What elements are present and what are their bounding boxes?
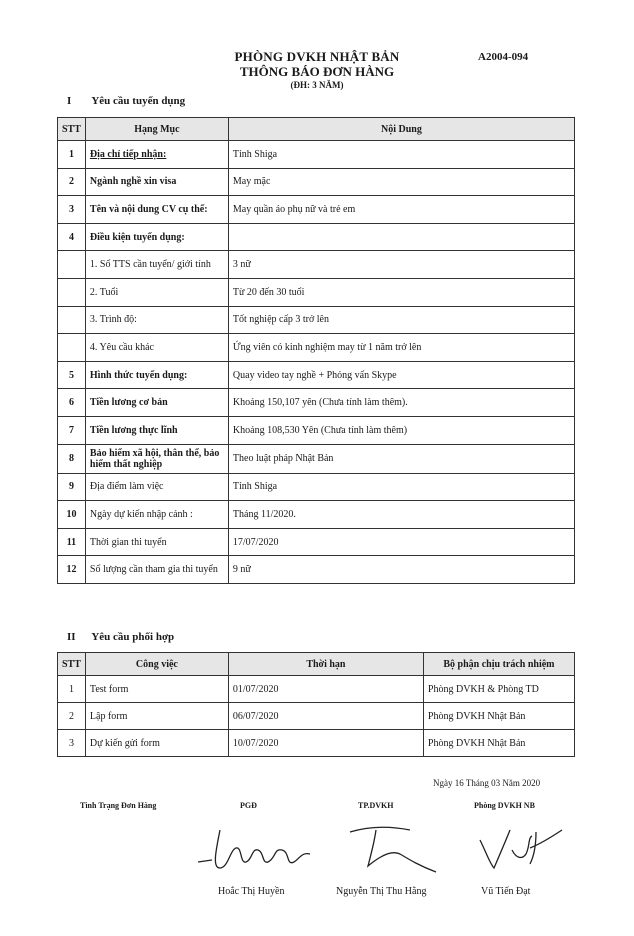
row-item: Tiền lương thực lĩnh [85, 416, 228, 444]
row-item: Tiền lương cơ bản [85, 389, 228, 417]
table-row [58, 501, 575, 529]
table-row [58, 141, 575, 169]
row-item: Số lượng cần tham gia thi tuyển [85, 556, 228, 584]
section-2-title: Yêu cầu phối hợp [91, 631, 175, 643]
signer-role-order-status: Tình Trạng Đơn Hàng [80, 801, 157, 810]
row-item: Điều kiện tuyển dụng: [85, 223, 228, 251]
row-stt: 7 [58, 416, 86, 444]
row-stt: 8 [58, 444, 86, 473]
row-stt: 9 [58, 473, 86, 501]
signer-role-deputy-director: PGĐ [240, 801, 257, 810]
row-item: Ngành nghề xin visa [85, 168, 228, 196]
row-value: 3 nữ [228, 251, 574, 279]
row-item: Bảo hiểm xã hội, thân thể, bảo hiểm thất nghiệp [85, 444, 228, 473]
row-item: 2. Tuổi [85, 278, 228, 306]
row-stt: 3 [58, 196, 86, 224]
row-department: Phòng DVKH & Phòng TD [423, 676, 574, 703]
section-2-heading [67, 631, 174, 643]
signer-name-2: Nguyễn Thị Thu Hằng [336, 886, 427, 897]
row-stt: 12 [58, 556, 86, 584]
row-stt: 1 [58, 676, 86, 703]
row-stt: 11 [58, 528, 86, 556]
document-title: THÔNG BÁO ĐƠN HÀNG [239, 64, 395, 79]
table-row [58, 416, 575, 444]
row-item: 3. Trình độ: [85, 306, 228, 334]
row-value: Tháng 11/2020. [228, 501, 574, 529]
row-stt [58, 278, 86, 306]
row-stt: 6 [58, 389, 86, 417]
department-title: PHÒNG DVKH NHẬT BẢN [234, 49, 400, 64]
row-item: Tên và nội dung CV cụ thể: [85, 196, 228, 224]
header-department: Bộ phận chịu trách nhiệm [423, 653, 574, 676]
row-task: Lập form [85, 703, 228, 730]
signer-role-head-dvkh: TP.DVKH [358, 801, 394, 810]
row-value: Khoảng 150,107 yên (Chưa tính làm thêm). [228, 389, 574, 417]
row-stt: 3 [58, 730, 86, 757]
table-header-row [58, 653, 575, 676]
row-stt [58, 306, 86, 334]
row-value: Tỉnh Shiga [228, 141, 574, 169]
row-item: 4. Yêu cầu khác [85, 334, 228, 362]
section-2-number: II [67, 631, 76, 643]
order-code: A2004-094 [478, 51, 529, 63]
row-item: 1. Số TTS cần tuyển/ giới tính [85, 251, 228, 279]
row-value: Ứng viên có kinh nghiệm may từ 1 năm trở lên [228, 334, 574, 362]
table-row [58, 556, 575, 584]
row-item: Ngày dự kiến nhập cảnh : [85, 501, 228, 529]
row-value [228, 223, 574, 251]
row-value: Quay video tay nghề + Phỏng vấn Skype [228, 361, 574, 389]
signature-2 [340, 820, 450, 880]
row-stt: 4 [58, 223, 86, 251]
row-stt [58, 334, 86, 362]
row-value: May quần áo phụ nữ và trẻ em [228, 196, 574, 224]
row-stt: 5 [58, 361, 86, 389]
section-1-heading [67, 95, 185, 107]
table-row [58, 676, 575, 703]
row-stt: 10 [58, 501, 86, 529]
row-department: Phòng DVKH Nhật Bản [423, 703, 574, 730]
header-deadline: Thời hạn [228, 653, 423, 676]
row-deadline: 10/07/2020 [228, 730, 423, 757]
section-1-title: Yêu cầu tuyển dụng [91, 95, 186, 107]
row-value: Tỉnh Shiga [228, 473, 574, 501]
row-value: Theo luật pháp Nhật Bản [228, 444, 574, 473]
row-value: Khoảng 108,530 Yên (Chưa tính làm thêm) [228, 416, 574, 444]
row-deadline: 06/07/2020 [228, 703, 423, 730]
table-row [58, 730, 575, 757]
row-value: 9 nữ [228, 556, 574, 584]
document-date: Ngày 16 Tháng 03 Năm 2020 [433, 778, 541, 788]
table-row [58, 703, 575, 730]
order-duration: (ĐH: 3 NĂM) [290, 80, 344, 90]
header-item: Hạng Mục [85, 118, 228, 141]
row-value: May mặc [228, 168, 574, 196]
signature-1 [190, 820, 330, 880]
recruitment-requirements-table [57, 117, 575, 584]
table-row [58, 444, 575, 473]
signature-3 [470, 820, 570, 880]
table-row [58, 278, 575, 306]
table-row [58, 334, 575, 362]
row-value: 17/07/2020 [228, 528, 574, 556]
coordination-table [57, 652, 575, 757]
row-stt: 2 [58, 168, 86, 196]
row-item: Địa điểm làm việc [85, 473, 228, 501]
table-row [58, 196, 575, 224]
table-header-row [58, 118, 575, 141]
table-row [58, 223, 575, 251]
row-stt: 2 [58, 703, 86, 730]
header-stt: STT [58, 653, 86, 676]
section-1-number: I [67, 95, 72, 107]
row-item: Thời gian thi tuyển [85, 528, 228, 556]
table-row [58, 361, 575, 389]
row-item: Địa chỉ tiếp nhận: [85, 141, 228, 169]
signer-name-3: Vũ Tiến Đạt [481, 886, 531, 897]
row-task: Dự kiến gửi form [85, 730, 228, 757]
table-row [58, 306, 575, 334]
table-row [58, 251, 575, 279]
table-row [58, 168, 575, 196]
header-stt: STT [58, 118, 86, 141]
row-task: Test form [85, 676, 228, 703]
row-stt [58, 251, 86, 279]
header-content: Nội Dung [228, 118, 574, 141]
row-value: Từ 20 đến 30 tuổi [228, 278, 574, 306]
table-row [58, 473, 575, 501]
signer-name-1: Hoắc Thị Huyền [218, 886, 285, 897]
signer-role-dvkh-nb: Phòng DVKH NB [474, 801, 535, 810]
row-value: Tốt nghiệp cấp 3 trở lên [228, 306, 574, 334]
row-stt: 1 [58, 141, 86, 169]
header-task: Công việc [85, 653, 228, 676]
row-deadline: 01/07/2020 [228, 676, 423, 703]
table-row [58, 528, 575, 556]
table-row [58, 389, 575, 417]
row-department: Phòng DVKH Nhật Bản [423, 730, 574, 757]
row-item: Hình thức tuyển dụng: [85, 361, 228, 389]
